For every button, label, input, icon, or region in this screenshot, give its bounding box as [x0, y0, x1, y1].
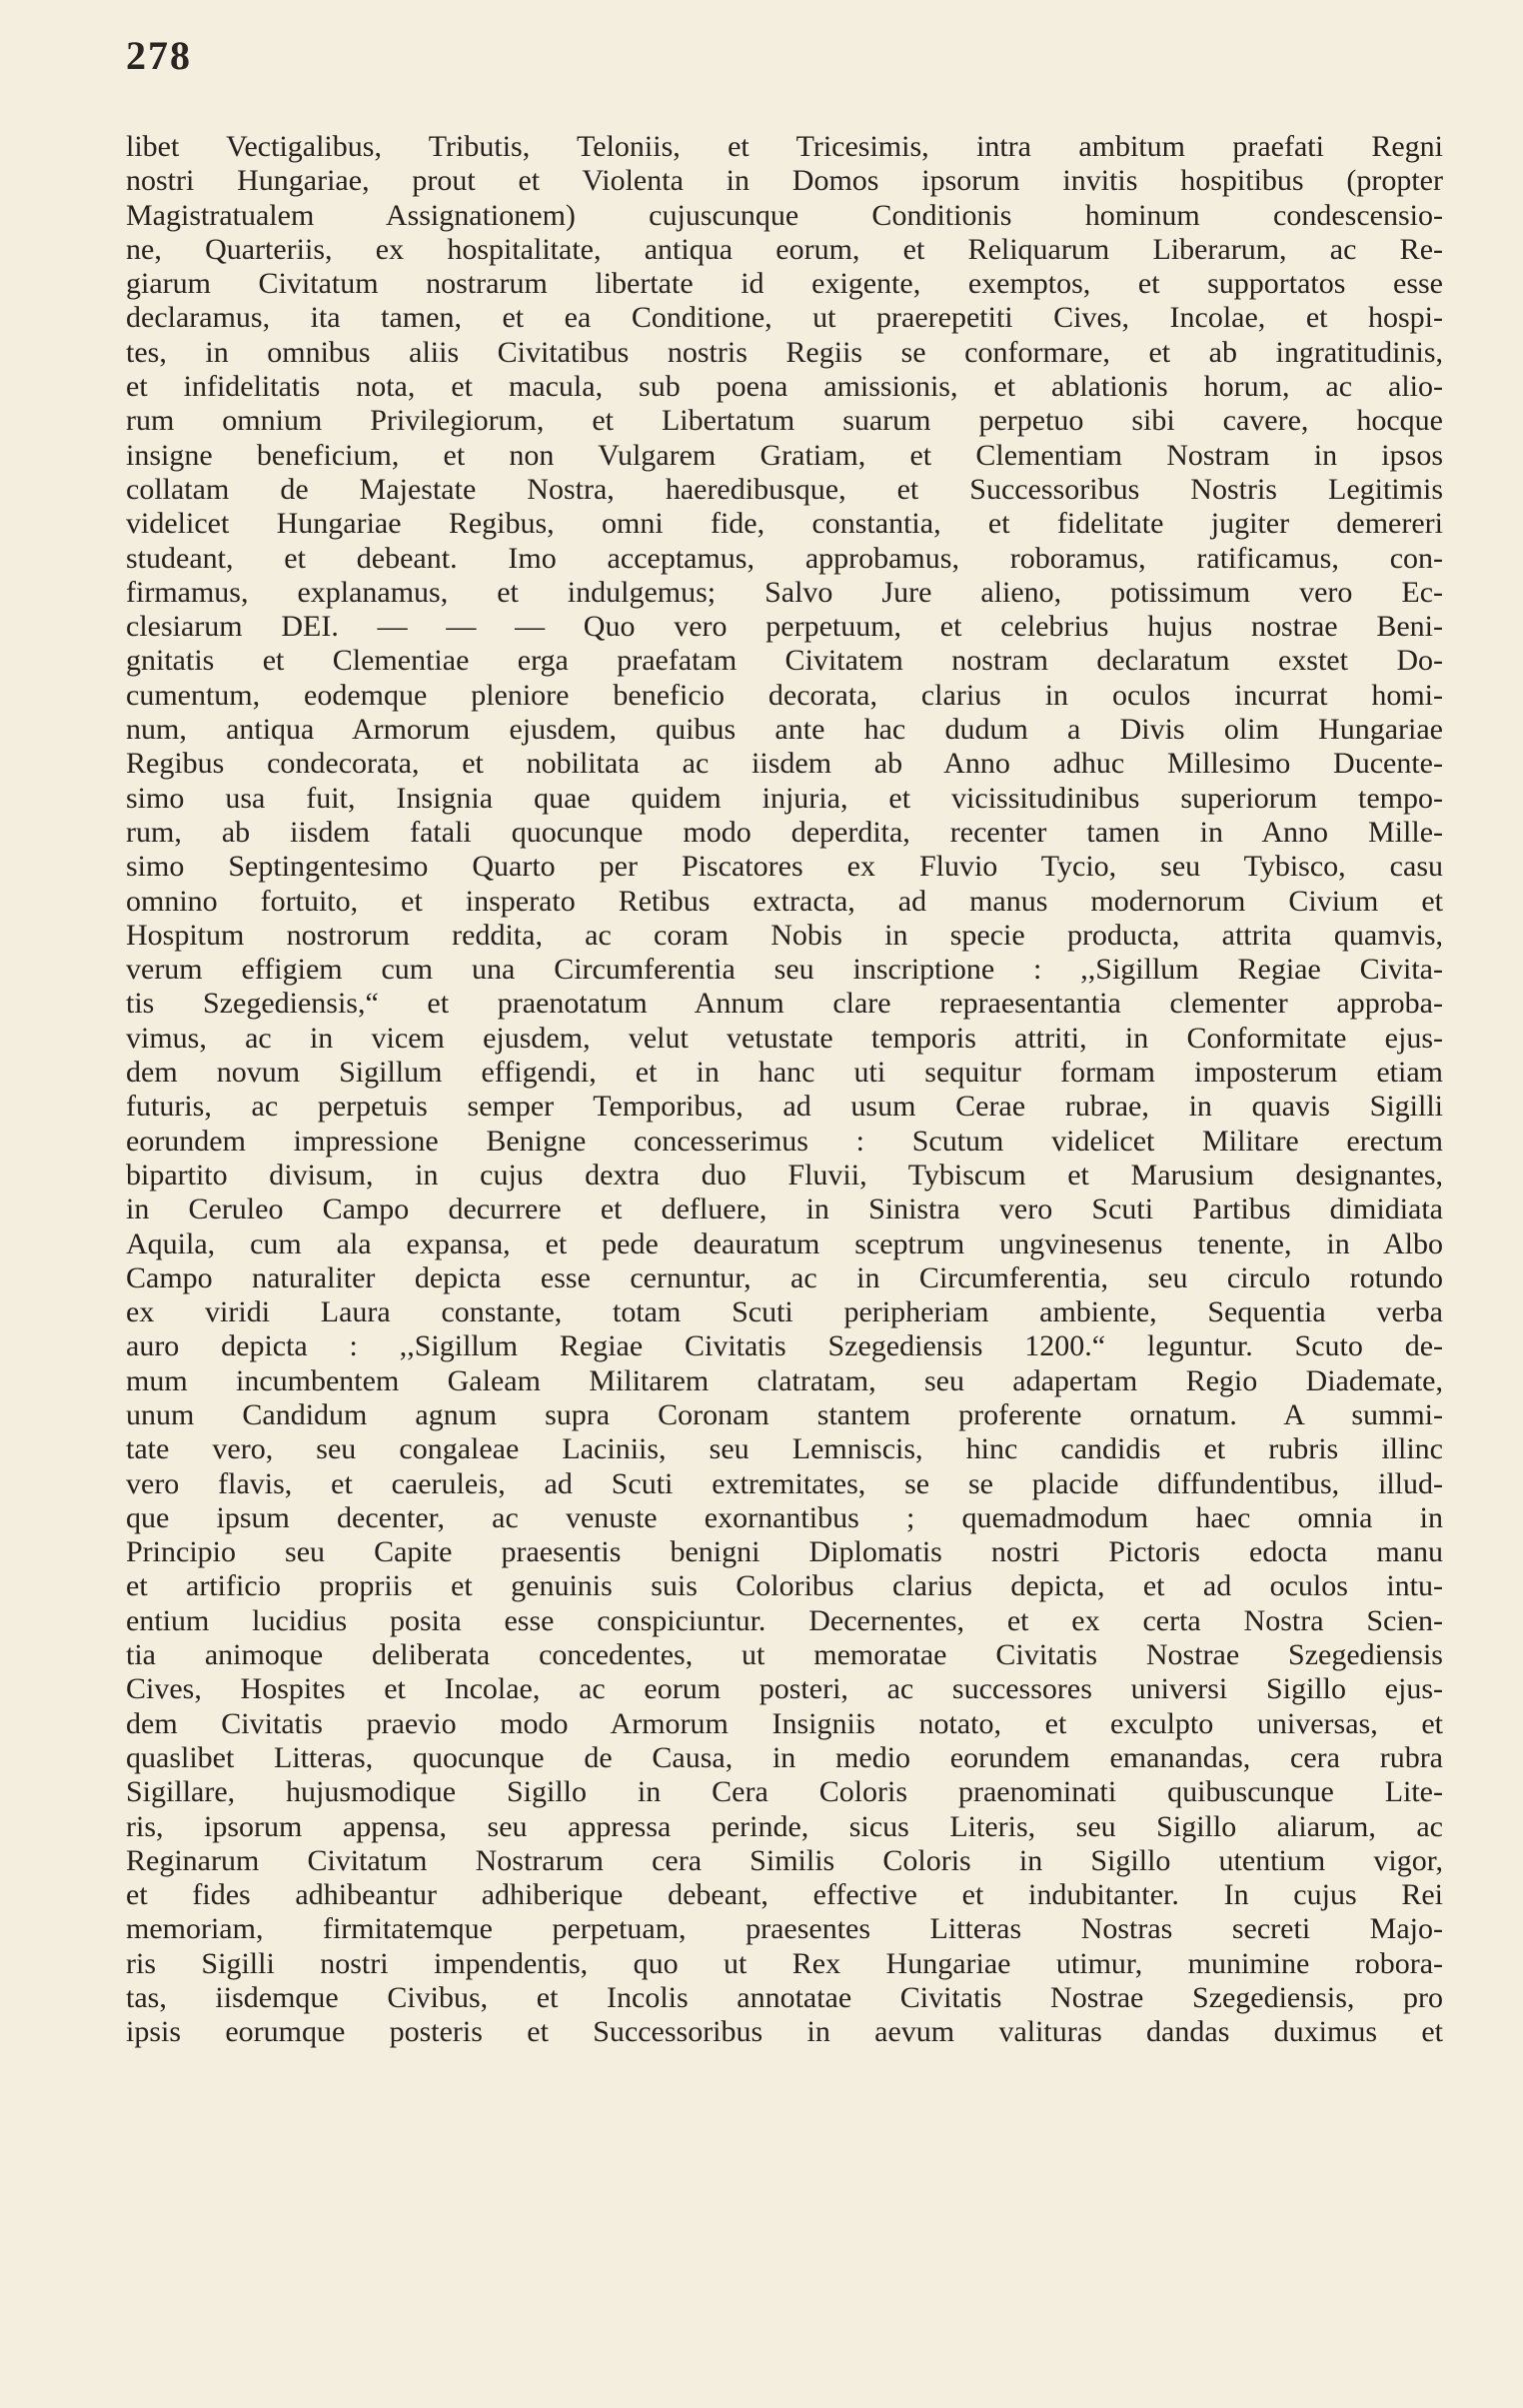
text-line: omnino fortuito, et insperato Retibus extracta, ad manus modernorum Civium et [126, 884, 1443, 918]
text-line: mum incumbentem Galeam Militarem clatratam, seu adapertam Regio Diademate, [126, 1363, 1443, 1397]
text-line: clesiarum DEI. — — — Quo vero perpetuum, et celebrius hujus nostrae Beni- [126, 610, 1443, 644]
text-line: et fides adhibeantur adhiberique debeant, effective et indubitanter. In cujus Rei [126, 1878, 1443, 1912]
text-line: Aquila, cum ala expansa, et pede deauratum sceptrum ungvinesenus tenente, in Albo [126, 1226, 1443, 1260]
text-line: vero flavis, et caeruleis, ad Scuti extremitates, se se placide diffundentibus, illud- [126, 1466, 1443, 1500]
text-line: entium lucidius posita esse conspiciuntur. Decernentes, et ex certa Nostra Scien- [126, 1603, 1443, 1637]
text-line: Reginarum Civitatum Nostrarum cera Similis Coloris in Sigillo utentium vigor, [126, 1843, 1443, 1877]
text-line: simo usa fuit, Insignia quae quidem injuria, et vicissitudinibus superiorum tempo- [126, 781, 1443, 815]
text-line: tate vero, seu congaleae Laciniis, seu Lemniscis, hinc candidis et rubris illinc [126, 1432, 1443, 1466]
text-line: Cives, Hospites et Incolae, ac eorum posteri, ac successores universi Sigillo ejus- [126, 1672, 1443, 1706]
text-line: dem Civitatis praevio modo Armorum Insigniis notato, et exculpto universas, et [126, 1706, 1443, 1740]
text-line: ris, ipsorum appensa, seu appressa perinde, sicus Literis, seu Sigillo aliarum, ac [126, 1809, 1443, 1843]
text-line: dem novum Sigillum effigendi, et in hanc uti sequitur formam imposterum etiam [126, 1056, 1443, 1090]
body-text [126, 130, 1443, 2050]
text-line: cumentum, eodemque pleniore beneficio decorata, clarius in oculos incurrat homi- [126, 678, 1443, 712]
text-line: tas, iisdemque Civibus, et Incolis annotatae Civitatis Nostrae Szegediensis, pro [126, 1981, 1443, 2015]
text-line: que ipsum decenter, ac venuste exornantibus ; quemadmodum haec omnia in [126, 1500, 1443, 1534]
text-line: auro depicta : ,,Sigillum Regiae Civitatis Szegediensis 1200.“ leguntur. Scuto de- [126, 1329, 1443, 1363]
text-line: Sigillare, hujusmodique Sigillo in Cera Coloris praenominati quibuscunque Lite- [126, 1775, 1443, 1809]
text-line: Regibus condecorata, et nobilitata ac iisdem ab Anno adhuc Millesimo Ducente- [126, 747, 1443, 781]
text-line: eorundem impressione Benigne concesserimus : Scutum videlicet Militare erectum [126, 1124, 1443, 1158]
text-line: rum, ab iisdem fatali quocunque modo deperdita, recenter tamen in Anno Mille- [126, 815, 1443, 849]
text-line: gnitatis et Clementiae erga praefatam Civitatem nostram declaratum exstet Do- [126, 644, 1443, 678]
text-line: simo Septingentesimo Quarto per Piscatores ex Fluvio Tycio, seu Tybisco, casu [126, 850, 1443, 884]
text-line: declaramus, ita tamen, et ea Conditione, ut praerepetiti Cives, Incolae, et hospi- [126, 301, 1443, 335]
page-number: 278 [126, 33, 192, 78]
text-line: studeant, et debeant. Imo acceptamus, approbamus, roboramus, ratificamus, con- [126, 541, 1443, 575]
text-line: ris Sigilli nostri impendentis, quo ut Rex Hungariae utimur, munimine robora- [126, 1946, 1443, 1980]
text-line: rum omnium Privilegiorum, et Libertatum suarum perpetuo sibi cavere, hocque [126, 404, 1443, 438]
text-line: memoriam, firmitatemque perpetuam, praesentes Litteras Nostras secreti Majo- [126, 1912, 1443, 1946]
text-line: insigne beneficium, et non Vulgarem Gratiam, et Clementiam Nostram in ipsos [126, 438, 1443, 472]
text-line: vimus, ac in vicem ejusdem, velut vetustate temporis attriti, in Conformitate ejus- [126, 1021, 1443, 1055]
text-line: libet Vectigalibus, Tributis, Teloniis, et Tricesimis, intra ambitum praefati Regni [126, 130, 1443, 163]
text-line: verum effigiem cum una Circumferentia seu inscriptione : ,,Sigillum Regiae Civita- [126, 953, 1443, 987]
text-line: collatam de Majestate Nostra, haeredibusque, et Successoribus Nostris Legitimis [126, 472, 1443, 506]
text-line: quaslibet Litteras, quocunque de Causa, in medio eorundem emanandas, cera rubra [126, 1740, 1443, 1774]
text-line: videlicet Hungariae Regibus, omni fide, constantia, et fidelitate jugiter demereri [126, 507, 1443, 541]
text-line: firmamus, explanamus, et indulgemus; Salvo Jure alieno, potissimum vero Ec- [126, 575, 1443, 609]
text-line: ipsis eorumque posteris et Successoribus in aevum valituras dandas duximus et [126, 2015, 1443, 2049]
text-line: Principio seu Capite praesentis benigni Diplomatis nostri Pictoris edocta manu [126, 1535, 1443, 1569]
text-line: tis Szegediensis,“ et praenotatum Annum clare repraesentantia clementer approba- [126, 987, 1443, 1021]
text-line: Hospitum nostrorum reddita, ac coram Nobis in specie producta, attrita quamvis, [126, 918, 1443, 952]
text-line: num, antiqua Armorum ejusdem, quibus ante hac dudum a Divis olim Hungariae [126, 713, 1443, 747]
text-line: et artificio propriis et genuinis suis Coloribus clarius depicta, et ad oculos intu- [126, 1569, 1443, 1603]
text-line: in Ceruleo Campo decurrere et defluere, in Sinistra vero Scuti Partibus dimidiata [126, 1193, 1443, 1226]
text-line: ne, Quarteriis, ex hospitalitate, antiqua eorum, et Reliquarum Liberarum, ac Re- [126, 232, 1443, 266]
text-line: ex viridi Laura constante, totam Scuti peripheriam ambiente, Sequentia verba [126, 1295, 1443, 1329]
text-line: Campo naturaliter depicta esse cernuntur, ac in Circumferentia, seu circulo rotundo [126, 1260, 1443, 1294]
text-line: tia animoque deliberata concedentes, ut memoratae Civitatis Nostrae Szegediensis [126, 1638, 1443, 1672]
text-line: unum Candidum agnum supra Coronam stantem proferente ornatum. A summi- [126, 1397, 1443, 1431]
text-line: nostri Hungariae, prout et Violenta in Domos ipsorum invitis hospitibus (propter [126, 164, 1443, 198]
text-line: et infidelitatis nota, et macula, sub poena amissionis, et ablationis horum, ac alio- [126, 370, 1443, 404]
text-line: tes, in omnibus aliis Civitatibus nostris Regiis se conformare, et ab ingratitudinis, [126, 335, 1443, 369]
text-line: bipartito divisum, in cujus dextra duo Fluvii, Tybiscum et Marusium designantes, [126, 1158, 1443, 1192]
text-line: giarum Civitatum nostrarum libertate id exigente, exemptos, et supportatos esse [126, 267, 1443, 301]
text-line: futuris, ac perpetuis semper Temporibus, ad usum Cerae rubrae, in quavis Sigilli [126, 1090, 1443, 1124]
text-line: Magistratualem Assignationem) cujuscunque Conditionis hominum condescensio- [126, 198, 1443, 232]
